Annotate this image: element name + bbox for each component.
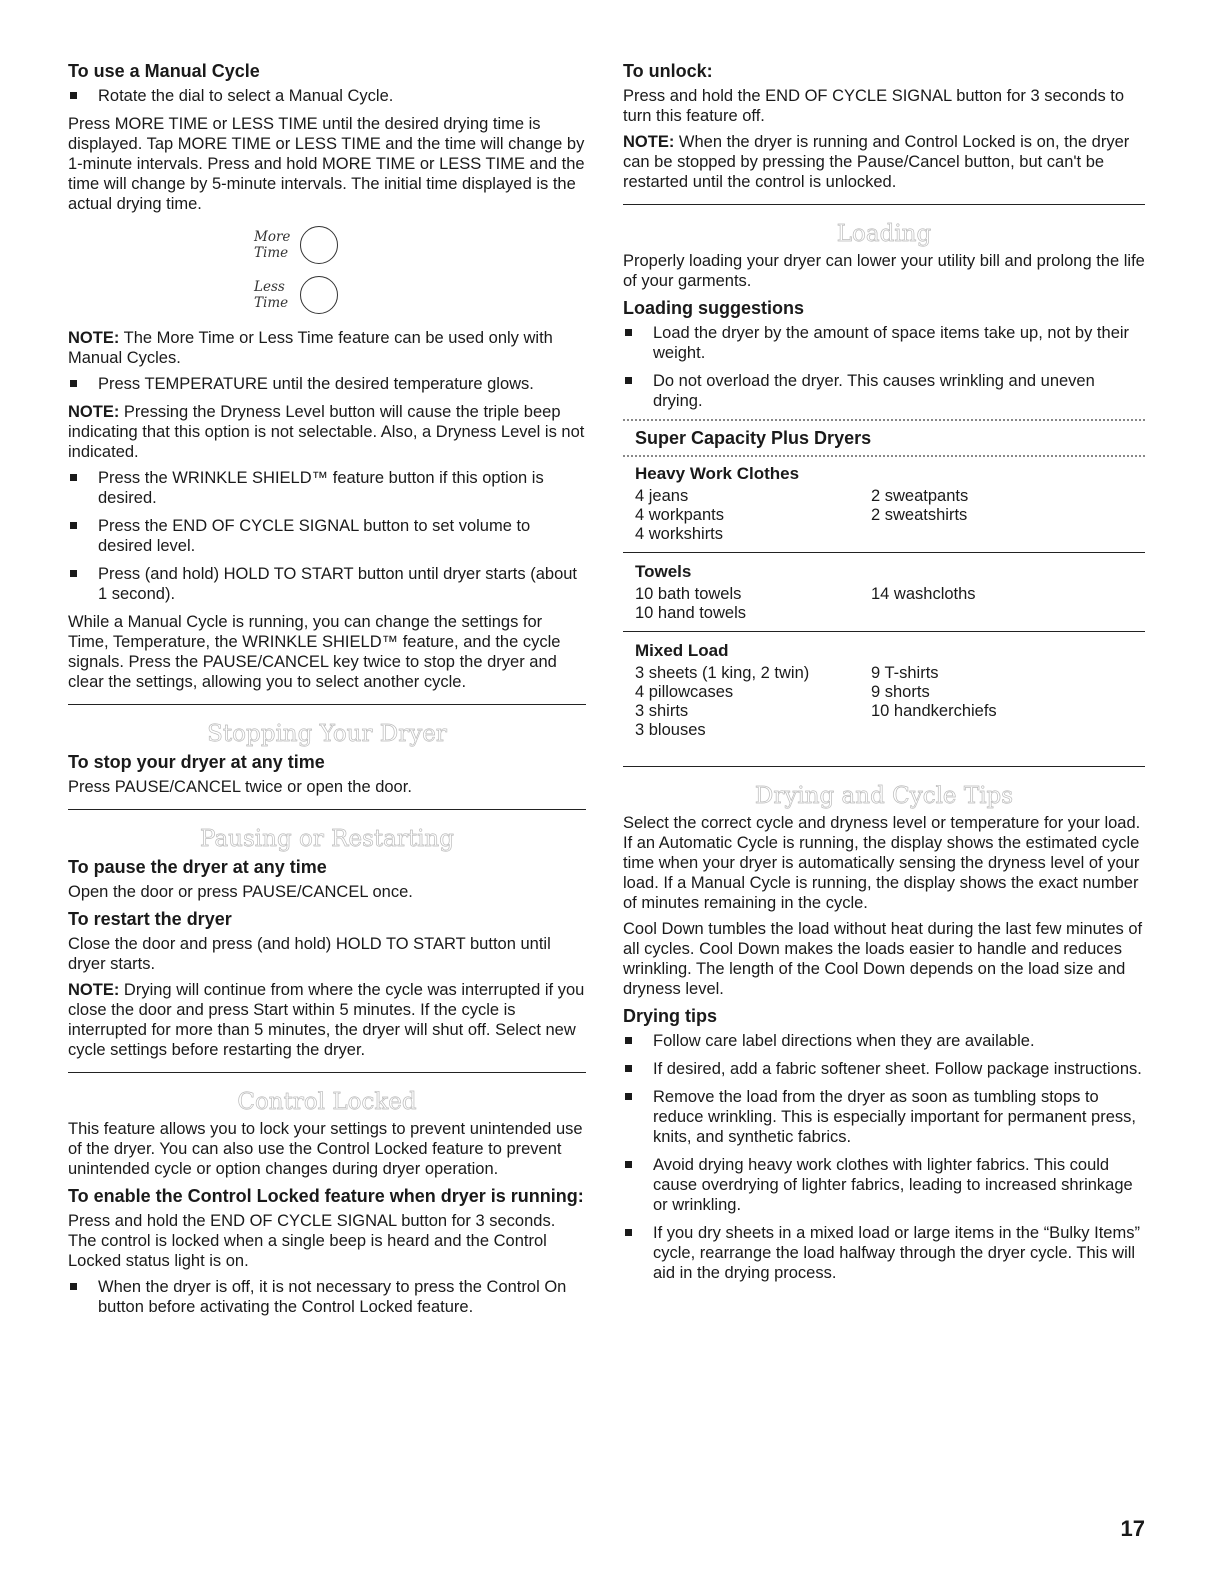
pausing-heading: Pausing or Restarting [200, 826, 454, 852]
note-text: The More Time or Less Time feature can be used only with Manual Cycles. [68, 329, 553, 367]
pause-text: Open the door or press PAUSE/CANCEL once. [68, 883, 413, 901]
table-cell: 10 handkerchiefs [871, 702, 997, 720]
manual-bullet: Rotate the dial to select a Manual Cycle. [68, 86, 586, 106]
table-cell: 3 sheets (1 king, 2 twin) [635, 664, 810, 682]
divider [68, 704, 586, 705]
note-label: NOTE: [68, 981, 120, 999]
pause-title: To pause the dryer at any time [68, 857, 327, 877]
table-cell [871, 721, 1145, 740]
list-item: Follow care label directions when they are available. [623, 1031, 1145, 1051]
unlock-title: To unlock: [623, 61, 713, 81]
tips-para-1: Select the correct cycle and dryness level or temperature for your load. If an Automatic Cycle is running, the display shows the estimated cycle time when your dryer is automatically sensing the dryness level of your load. If a Manual Cycle is running, the display shows the exact number of minutes remaining in the cycle. [623, 814, 1141, 912]
restart-title: To restart the dryer [68, 909, 232, 929]
page-number: 17 [1120, 1516, 1145, 1541]
suggestions-title: Loading suggestions [623, 298, 805, 318]
table-group-title: Heavy Work Clothes [635, 464, 800, 483]
locked-text: This feature allows you to lock your settings to prevent unintended use of the dryer. You can also use the Control Locked feature to prevent unintended cycle or option changes during dryer operation. [68, 1120, 583, 1178]
table-cell: 2 sweatshirts [871, 506, 968, 524]
manual-running-para: While a Manual Cycle is running, you can change the settings for Time, Temperature, the WRINKLE SHIELD™ feature, and the cycle signals. Press the PAUSE/CANCEL key twice to stop the dryer and clear the settings, allowing you to select another cycle. [68, 613, 561, 691]
less-time-circle-icon [300, 276, 338, 314]
table-cell: 10 bath towels [635, 585, 742, 603]
control-locked-heading: Control Locked [237, 1089, 417, 1115]
table-row [623, 683, 1145, 702]
restart-text: Close the door and press (and hold) HOLD TO START button until dryer starts. [68, 935, 551, 973]
table-cell [871, 525, 1145, 544]
table-divider [623, 552, 1145, 553]
table-cell [871, 604, 1145, 623]
enable-title: To enable the Control Locked feature when dryer is running: [68, 1186, 584, 1206]
note-unlock [623, 132, 1145, 192]
table-cell: 3 blouses [635, 721, 706, 739]
note-label: NOTE: [68, 403, 120, 421]
enable-text: Press and hold the END OF CYCLE SIGNAL button for 3 seconds. The control is locked when a single beep is heard and the Control Locked status light is on. [68, 1212, 556, 1270]
note-text: When the dryer is running and Control Locked is on, the dryer can be stopped by pressing the Pause/Cancel button, but can't be restarted until the control is unlocked. [623, 133, 1130, 191]
table-row [623, 506, 1145, 525]
table-row [623, 702, 1145, 721]
note-restart [68, 980, 586, 1060]
list-item: Load the dryer by the amount of space items take up, not by their weight. [623, 323, 1145, 363]
table-group-title: Mixed Load [635, 641, 729, 660]
table-row [623, 604, 1145, 623]
table-row [623, 721, 1145, 740]
loading-heading: Loading [836, 221, 932, 247]
table-group-title: Towels [635, 562, 692, 581]
list-item: Press the WRINKLE SHIELD™ feature button if this option is desired. [68, 468, 586, 508]
list-item: If desired, add a fabric softener sheet. Follow package instructions. [623, 1059, 1145, 1079]
table-cell: 2 sweatpants [871, 487, 969, 505]
table-cell: 9 T-shirts [871, 664, 939, 682]
enable-bullet: When the dryer is off, it is not necessary to press the Control On button before activating the Control Locked feature. [68, 1277, 586, 1317]
less-time-label: Less Time [254, 279, 289, 311]
note-text: Drying will continue from where the cycle was interrupted if you close the door and press Start within 5 minutes. If the cycle is interrupted for more than 5 minutes, the dryer will shut off. Select new cycle settings before restarting the dryer. [68, 981, 585, 1059]
table-cell: 4 pillowcases [635, 683, 734, 701]
table-cell: 10 hand towels [635, 604, 746, 622]
manual-cycle-title: To use a Manual Cycle [68, 61, 260, 81]
table-cell: 3 shirts [635, 702, 689, 720]
drying-tips-title: Drying tips [623, 1006, 718, 1026]
note-text: Pressing the Dryness Level button will cause the triple beep indicating that this option is not selectable. Also, a Dryness Level is not indicated. [68, 403, 585, 461]
dotted-divider [623, 455, 1145, 457]
dotted-divider [623, 419, 1145, 421]
unlock-text: Press and hold the END OF CYCLE SIGNAL button for 3 seconds to turn this feature off. [623, 87, 1125, 125]
table-title: Super Capacity Plus Dryers [635, 428, 872, 448]
list-item: Do not overload the dryer. This causes wrinkling and uneven drying. [623, 371, 1145, 411]
table-row [623, 664, 1145, 683]
loading-text: Properly loading your dryer can lower your utility bill and prolong the life of your garments. [623, 252, 1145, 290]
table-row [623, 487, 1145, 506]
left-column [68, 60, 586, 1325]
table-cell: 4 workpants [635, 506, 724, 524]
right-column [623, 60, 1145, 1291]
table-cell: 4 jeans [635, 487, 689, 505]
tips-heading: Drying and Cycle Tips [754, 783, 1014, 809]
divider [623, 766, 1145, 767]
table-cell: 4 workshirts [635, 525, 724, 543]
divider [68, 1072, 586, 1073]
stop-title: To stop your dryer at any time [68, 752, 325, 772]
list-item: Press the END OF CYCLE SIGNAL button to set volume to desired level. [68, 516, 586, 556]
divider [623, 204, 1145, 205]
stopping-heading: Stopping Your Dryer [207, 721, 447, 747]
list-item: Press (and hold) HOLD TO START button until dryer starts (about 1 second). [68, 564, 586, 604]
more-time-label: More Time [254, 229, 291, 261]
tips-para-2: Cool Down tumbles the load without heat during the last few minutes of all cycles. Cool Down makes the loads easier to handle and reduces wrinkling. The length of the Cool Down depends on the load size and dryness level. [623, 920, 1143, 998]
table-row [623, 525, 1145, 544]
note-label: NOTE: [68, 329, 120, 347]
note-more-time [68, 328, 586, 368]
table-divider [623, 631, 1145, 632]
more-time-circle-icon [300, 226, 338, 264]
more-time-button-illustration [254, 220, 586, 270]
note-dryness [68, 402, 586, 462]
table-cell: 9 shorts [871, 683, 930, 701]
load-table [623, 463, 1145, 740]
less-time-button-illustration [254, 270, 586, 320]
note-label: NOTE: [623, 133, 675, 151]
temperature-bullet: Press TEMPERATURE until the desired temperature glows. [68, 374, 586, 394]
list-item: Remove the load from the dryer as soon as tumbling stops to reduce wrinkling. This is especially important for permanent press, knits, and synthetic fabrics. [623, 1087, 1145, 1147]
stop-text: Press PAUSE/CANCEL twice or open the door. [68, 778, 412, 796]
list-item: If you dry sheets in a mixed load or large items in the “Bulky Items” cycle, rearrange the load halfway through the dryer cycle. This will aid in the drying process. [623, 1223, 1145, 1283]
divider [68, 809, 586, 810]
list-item: Avoid drying heavy work clothes with lighter fabrics. This could cause overdrying of lighter fabrics, leading to increased shrinkage or wrinkling. [623, 1155, 1145, 1215]
table-row [623, 585, 1145, 604]
manual-para: Press MORE TIME or LESS TIME until the desired drying time is displayed. Tap MORE TIME or LESS TIME and the time will change by 1-minute intervals. Press and hold MORE TIME or LESS TIME and the time will change by 5-minute intervals. The initial time displayed is the actual drying time. [68, 115, 585, 213]
table-cell: 14 washcloths [871, 585, 976, 603]
